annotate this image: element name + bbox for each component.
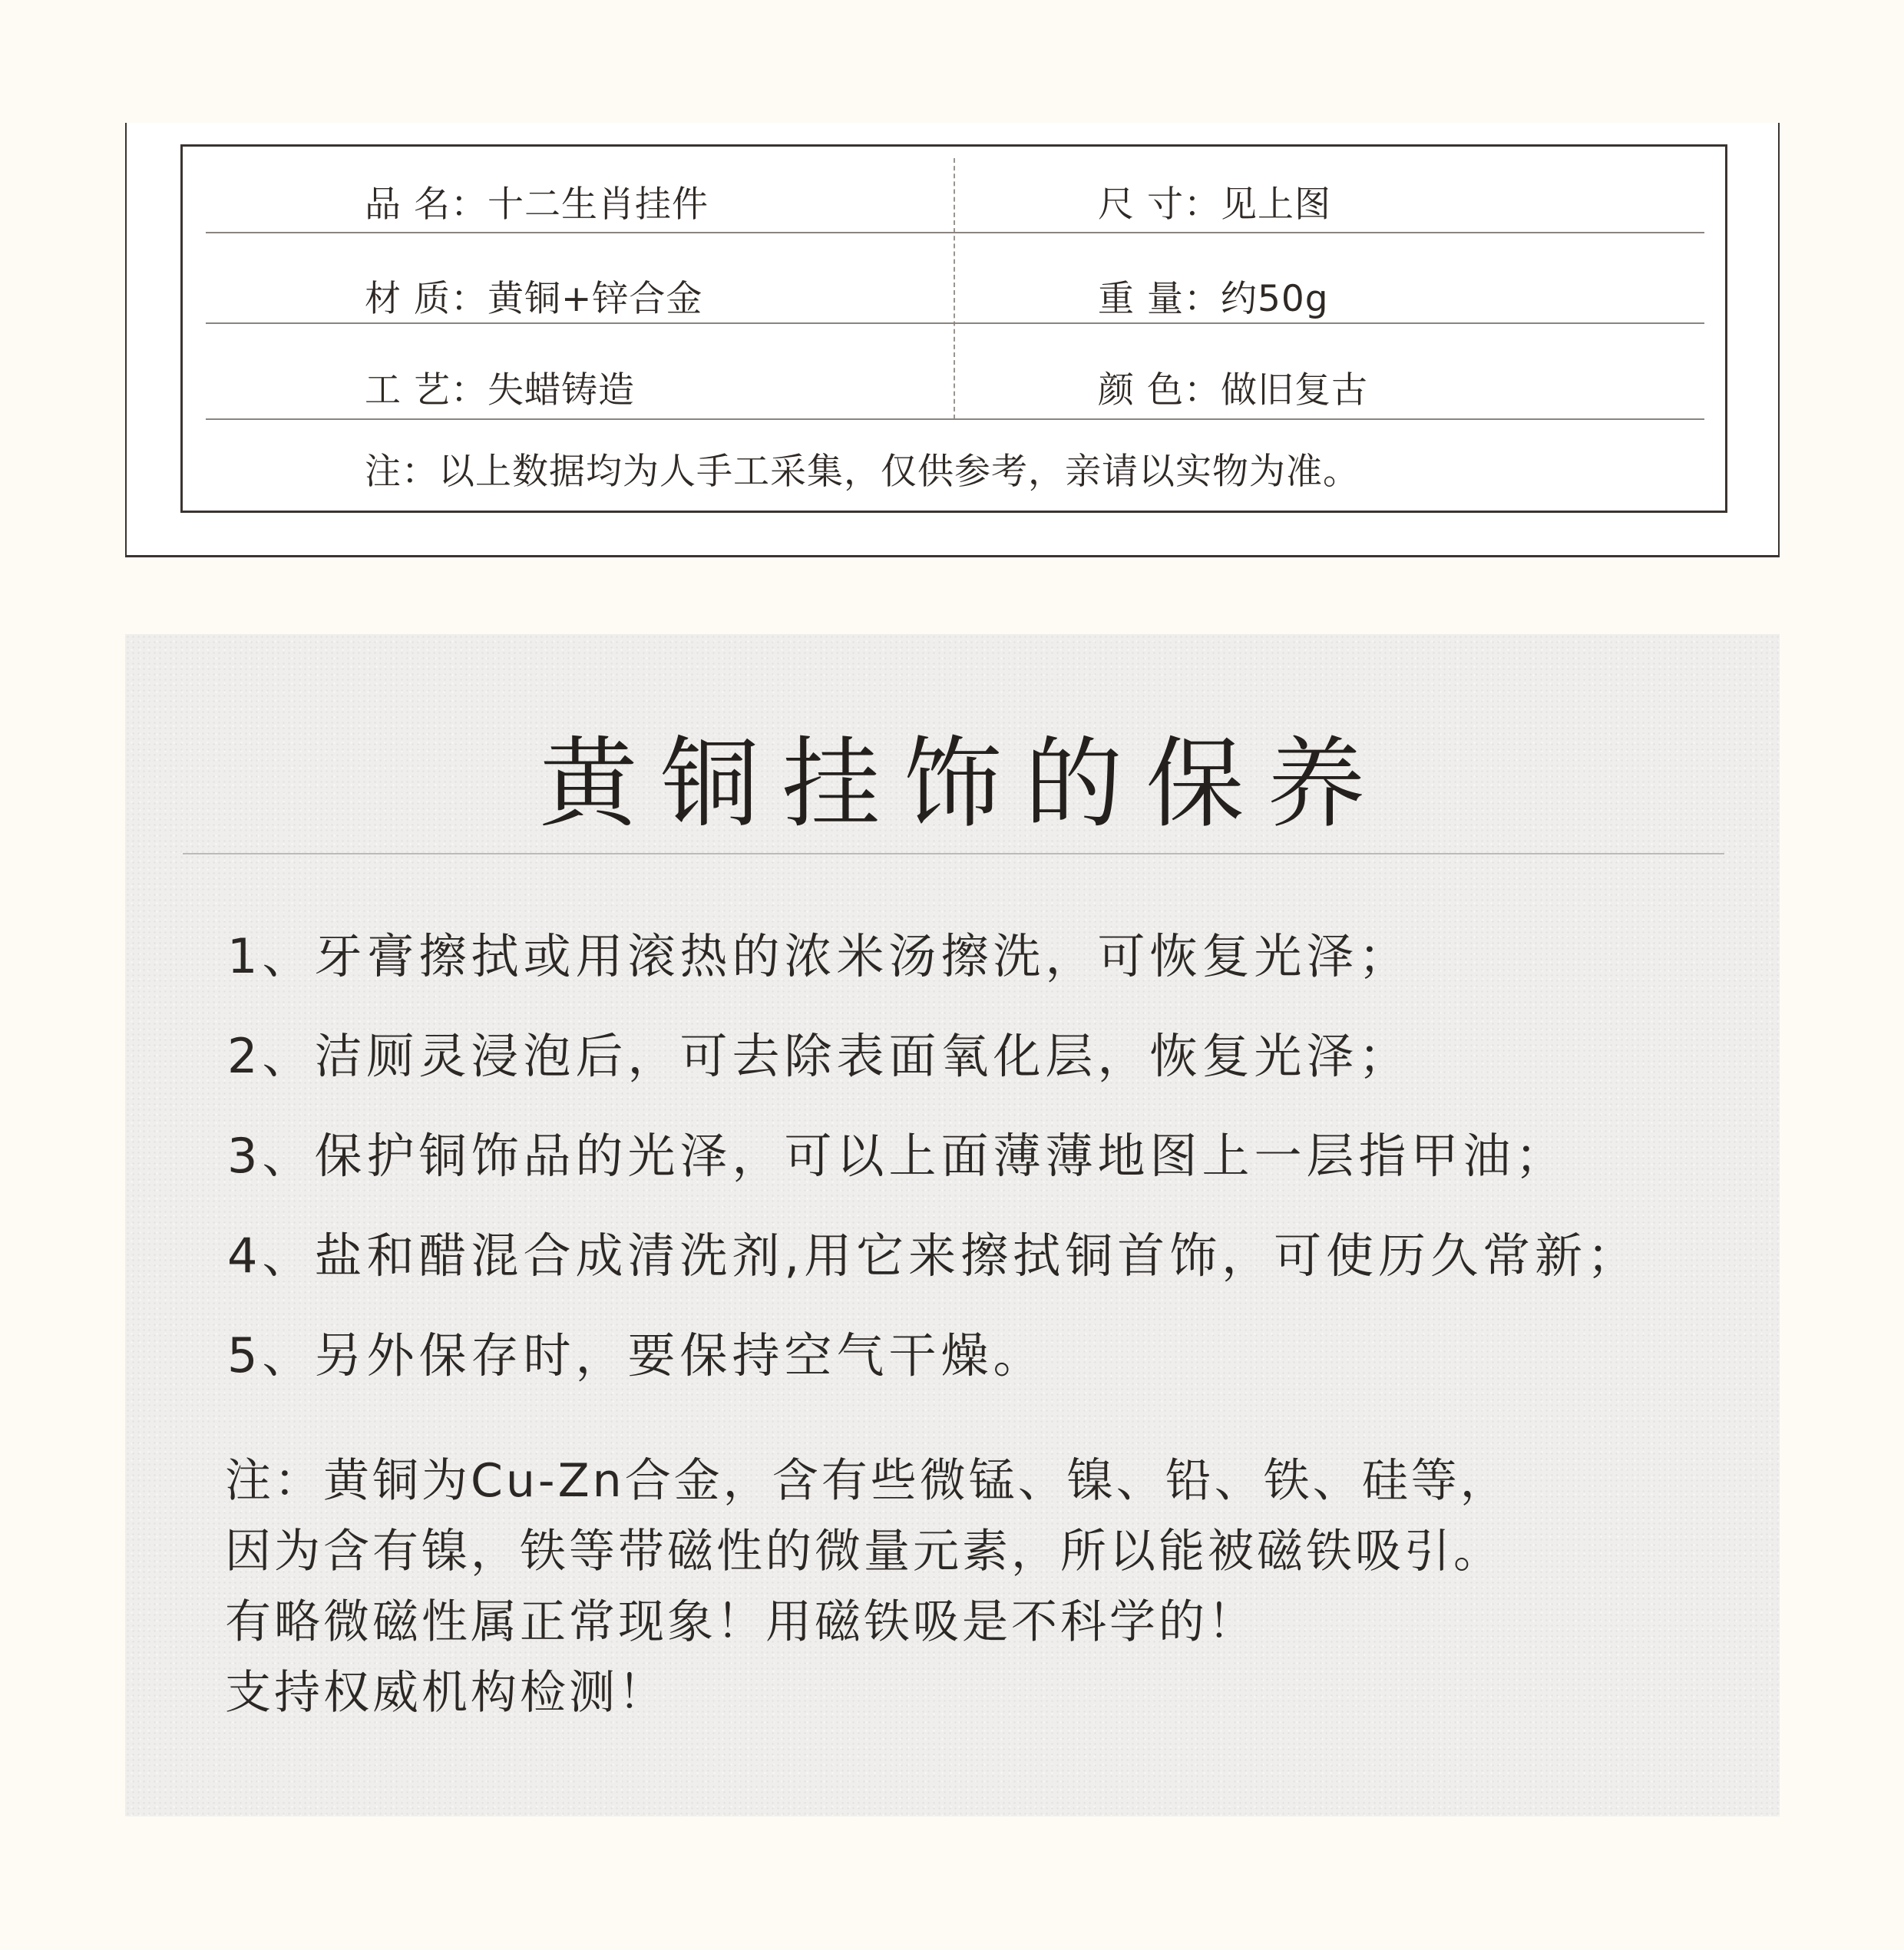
spec-value: 约50g <box>1220 278 1329 320</box>
title-divider <box>183 853 1724 854</box>
spec-label: 颜 色： <box>1098 369 1221 411</box>
care-tip: 2、洁厕灵浸泡后，可去除表面氧化层，恢复光泽； <box>227 1028 1411 1084</box>
spec-craft <box>365 362 635 413</box>
spec-label: 重 量： <box>1098 278 1221 320</box>
spec-value: 见上图 <box>1220 183 1331 226</box>
spec-table <box>180 144 1727 513</box>
care-note-line: 支持权威机构检测！ <box>225 1666 667 1720</box>
spec-name <box>365 176 709 227</box>
care-title: 黄铜挂饰的保养 <box>539 727 1389 841</box>
spec-weight <box>1098 270 1329 322</box>
spec-value: 失蜡铸造 <box>487 369 635 411</box>
spec-label: 工 艺： <box>365 369 488 411</box>
spec-label: 尺 寸： <box>1098 183 1221 226</box>
spec-label: 品 名： <box>365 183 488 226</box>
spec-value: 黄铜+锌合金 <box>487 278 703 320</box>
care-tip: 4、盐和醋混合成清洗剂,用它来擦拭铜首饰，可使历久常新； <box>227 1228 1640 1284</box>
spec-value: 十二生肖挂件 <box>487 183 709 226</box>
row-divider <box>206 322 1704 324</box>
care-note-line: 因为含有镍，铁等带磁性的微量元素，所以能被磁铁吸引。 <box>225 1525 1502 1578</box>
spec-color <box>1098 362 1368 413</box>
care-note-line: 注：黄铜为Cu-Zn合金，含有些微锰、镍、铅、铁、硅等， <box>225 1454 1509 1508</box>
column-divider <box>954 158 955 419</box>
spec-label: 材 质： <box>365 278 488 320</box>
spec-card <box>125 123 1780 557</box>
spec-note: 注：以上数据均为人手工采集，仅供参考，亲请以实物为准。 <box>365 451 1360 493</box>
care-tip: 3、保护铜饰品的光泽，可以上面薄薄地图上一层指甲油； <box>227 1128 1568 1184</box>
care-tip: 5、另外保存时，要保持空气干燥。 <box>227 1327 1046 1383</box>
care-note-line: 有略微磁性属正常现象！用磁铁吸是不科学的！ <box>225 1595 1257 1649</box>
spec-size <box>1098 176 1331 227</box>
care-section <box>125 634 1780 1816</box>
care-tip: 1、牙膏擦拭或用滚热的浓米汤擦洗，可恢复光泽； <box>227 928 1411 984</box>
row-divider <box>206 418 1704 420</box>
spec-material <box>365 270 702 322</box>
row-divider <box>206 232 1704 233</box>
spec-value: 做旧复古 <box>1220 369 1368 411</box>
